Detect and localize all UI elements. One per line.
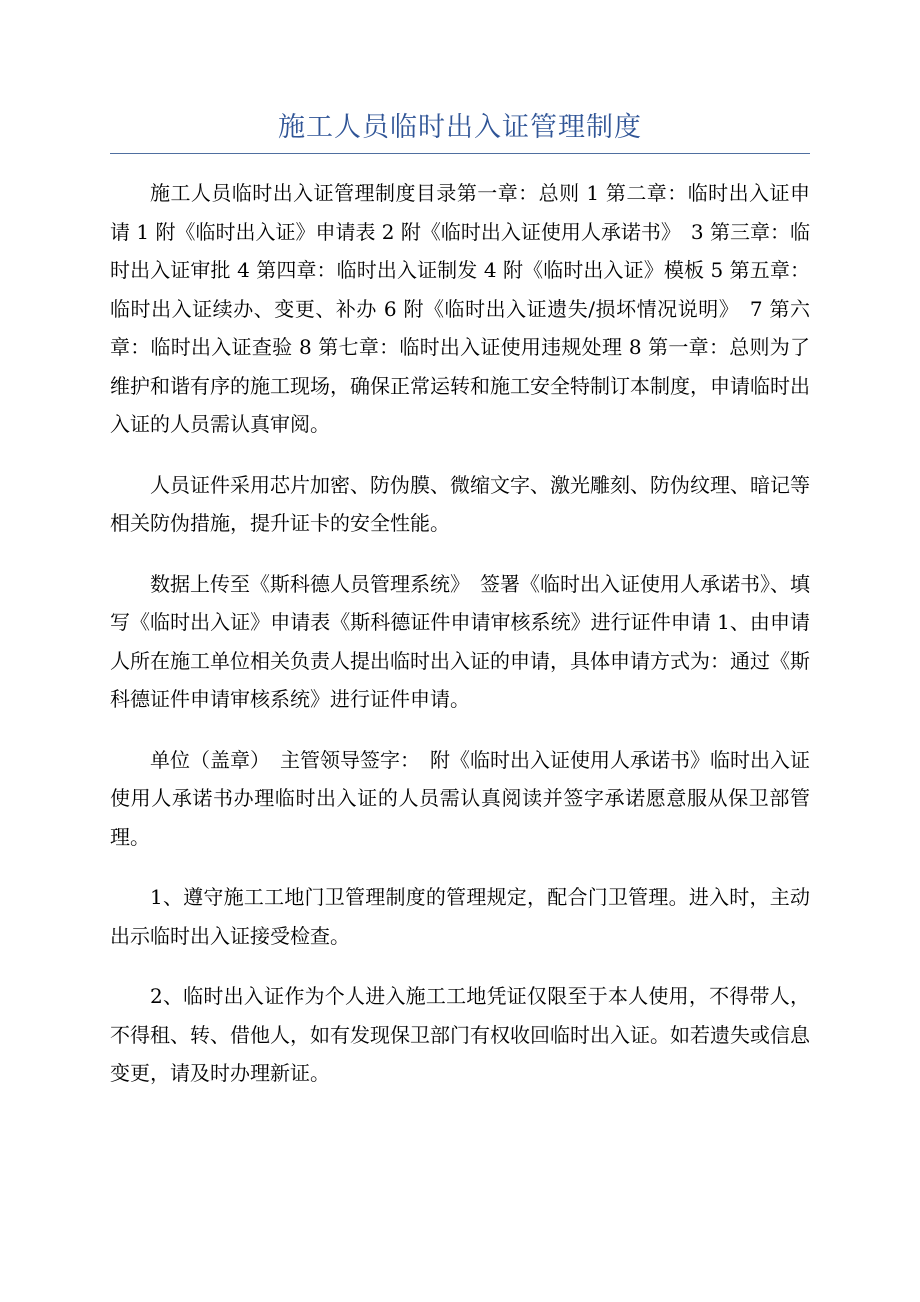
paragraph-application-process: 数据上传至《斯科德人员管理系统》 签署《临时出入证使用人承诺书》、填写《临时出入证》申请表《斯科德证件申请审核系统》进行证件申请 1、由申请人所在施工单位相关负责人提出临时出入证的申请，具体申请方式为：通过《斯科德证件申请审核系统》进行证件申请。 (110, 571, 810, 711)
paragraph-table-of-contents: 施工人员临时出入证管理制度目录第一章：总则 1 第二章：临时出入证申请 1 附《临时出入证》申请表 2 附《临时出入证使用人承诺书》 3 第三章：临时出入证审批 4 第四章：临时出入证制发 4 附《临时出入证》模板 5 第五章：临时出入证续办、变更、补办 6 附《临时出入证遗失/损坏情况说明》 7 第六章：临时出入证查验 8 第七章：临时出入证使用违规处理 8 第一章：总则为了维护和谐有序的施工现场，确保正常运转和施工安全特制订本制度，申请临时出入证的人员需认真审阅。 (110, 181, 810, 436)
paragraph-anti-counterfeit: 人员证件采用芯片加密、防伪膜、微缩文字、激光雕刻、防伪纹理、暗记等相关防伪措施，提升证卡的安全性能。 (110, 472, 810, 535)
paragraph-rule-2: 2、临时出入证作为个人进入施工工地凭证仅限至于本人使用，不得带人，不得租、转、借他人，如有发现保卫部门有权收回临时出入证。如若遗失或信息变更，请及时办理新证。 (110, 984, 810, 1085)
paragraph-rule-1: 1、遵守施工工地门卫管理制度的管理规定，配合门卫管理。进入时，主动出示临时出入证接受检查。 (110, 885, 810, 948)
paragraph-signature-commitment: 单位（盖章） 主管领导签字： 附《临时出入证使用人承诺书》临时出入证使用人承诺书办理临时出入证的人员需认真阅读并签字承诺愿意服从保卫部管理。 (110, 747, 810, 849)
document-title: 施工人员临时出入证管理制度 (278, 112, 642, 143)
document-body (110, 174, 810, 1115)
title-underline (110, 153, 810, 154)
